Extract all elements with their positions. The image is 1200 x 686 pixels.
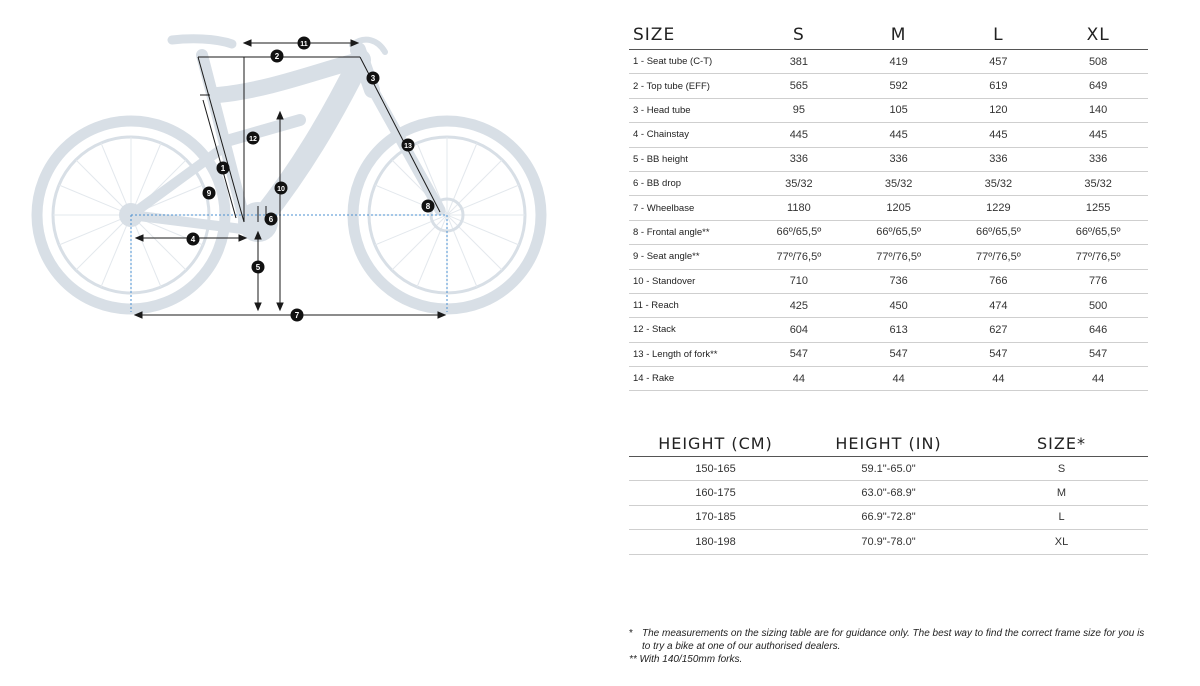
table-row xyxy=(629,367,1148,391)
table-cell: 613 xyxy=(849,318,949,342)
table-cell: 140 xyxy=(1048,98,1148,122)
svg-text:12: 12 xyxy=(249,136,257,143)
footnote-1 xyxy=(629,627,1154,640)
row-label: 13 - Length of fork** xyxy=(629,342,749,366)
svg-text:6: 6 xyxy=(268,215,274,224)
table-cell: 1229 xyxy=(949,196,1049,220)
row-label: 8 - Frontal angle** xyxy=(629,220,749,244)
table-cell: 66º/65,5º xyxy=(1048,220,1148,244)
table-cell: 336 xyxy=(1048,147,1148,171)
table-row xyxy=(629,98,1148,122)
table-row xyxy=(629,269,1148,293)
table-cell: 1255 xyxy=(1048,196,1148,220)
table-cell: 1180 xyxy=(749,196,849,220)
geometry-header-row xyxy=(629,18,1148,50)
table-row xyxy=(629,74,1148,98)
table-cell: 66º/65,5º xyxy=(749,220,849,244)
table-row xyxy=(629,220,1148,244)
row-label: 12 - Stack xyxy=(629,318,749,342)
row-label: 4 - Chainstay xyxy=(629,123,749,147)
table-row xyxy=(629,171,1148,195)
header-xl: XL xyxy=(1048,18,1148,50)
svg-text:2: 2 xyxy=(274,52,280,61)
height-header-row xyxy=(629,428,1148,457)
table-cell: 457 xyxy=(949,50,1049,74)
table-cell: XL xyxy=(975,530,1148,554)
table-row xyxy=(629,147,1148,171)
table-cell: 547 xyxy=(1048,342,1148,366)
table-cell: 450 xyxy=(849,293,949,317)
table-cell: 565 xyxy=(749,74,849,98)
table-cell: 44 xyxy=(1048,367,1148,391)
table-cell: 710 xyxy=(749,269,849,293)
row-label: 7 - Wheelbase xyxy=(629,196,749,220)
table-cell: 547 xyxy=(749,342,849,366)
footnote-1-line-2: to try a bike at one of our authorised dealers. xyxy=(642,641,841,652)
table-cell: 445 xyxy=(949,123,1049,147)
svg-text:13: 13 xyxy=(404,143,412,150)
footnote-2: ** With 140/150mm forks. xyxy=(629,654,743,665)
header-height-cm: HEIGHT (CM) xyxy=(629,428,802,457)
footnotes xyxy=(629,627,1154,666)
table-cell: 736 xyxy=(849,269,949,293)
table-cell: 44 xyxy=(949,367,1049,391)
row-label: 3 - Head tube xyxy=(629,98,749,122)
table-cell: 44 xyxy=(849,367,949,391)
svg-text:1: 1 xyxy=(220,164,226,173)
header-m: M xyxy=(849,18,949,50)
svg-text:11: 11 xyxy=(300,41,308,48)
table-row xyxy=(629,481,1148,505)
row-label: 14 - Rake xyxy=(629,367,749,391)
table-cell: 59.1"-65.0" xyxy=(802,457,975,481)
table-cell: 77º/76,5º xyxy=(749,245,849,269)
table-cell: 649 xyxy=(1048,74,1148,98)
height-size-table xyxy=(629,428,1148,555)
saddle xyxy=(172,39,232,44)
svg-text:9: 9 xyxy=(206,189,212,198)
svg-text:8: 8 xyxy=(425,202,431,211)
table-row xyxy=(629,196,1148,220)
table-cell: 776 xyxy=(1048,269,1148,293)
table-cell: 35/32 xyxy=(849,171,949,195)
header-l: L xyxy=(949,18,1049,50)
table-row xyxy=(629,123,1148,147)
marker-7 xyxy=(291,309,304,322)
table-cell: 66.9"-72.8" xyxy=(802,505,975,529)
table-cell: 646 xyxy=(1048,318,1148,342)
table-cell: 474 xyxy=(949,293,1049,317)
marker-8 xyxy=(422,200,435,213)
table-cell: 604 xyxy=(749,318,849,342)
table-cell: L xyxy=(975,505,1148,529)
marker-9 xyxy=(203,187,216,200)
table-cell: 1205 xyxy=(849,196,949,220)
marker-12 xyxy=(247,132,260,145)
svg-text:10: 10 xyxy=(277,186,285,193)
row-label: 6 - BB drop xyxy=(629,171,749,195)
table-cell: 63.0"-68.9" xyxy=(802,481,975,505)
table-cell: 70.9"-78.0" xyxy=(802,530,975,554)
table-cell: 627 xyxy=(949,318,1049,342)
table-cell: 547 xyxy=(849,342,949,366)
table-cell: 336 xyxy=(849,147,949,171)
marker-11 xyxy=(298,37,311,50)
table-cell: S xyxy=(975,457,1148,481)
bike-geometry-diagram xyxy=(20,25,580,335)
row-label: 2 - Top tube (EFF) xyxy=(629,74,749,98)
header-size-rec: SIZE* xyxy=(975,428,1148,457)
table-cell: 500 xyxy=(1048,293,1148,317)
header-s: S xyxy=(749,18,849,50)
table-cell: 77º/76,5º xyxy=(849,245,949,269)
table-cell: 160-175 xyxy=(629,481,802,505)
table-cell: 35/32 xyxy=(949,171,1049,195)
table-row xyxy=(629,318,1148,342)
marker-4 xyxy=(187,233,200,246)
table-cell: 336 xyxy=(949,147,1049,171)
table-cell: 425 xyxy=(749,293,849,317)
table-cell: 77º/76,5º xyxy=(1048,245,1148,269)
svg-text:7: 7 xyxy=(294,311,300,320)
row-label: 5 - BB height xyxy=(629,147,749,171)
rear-shock xyxy=(230,120,300,140)
marker-6 xyxy=(265,213,278,226)
marker-13 xyxy=(402,139,415,152)
table-cell: 619 xyxy=(949,74,1049,98)
row-label: 10 - Standover xyxy=(629,269,749,293)
table-cell: 35/32 xyxy=(749,171,849,195)
table-row xyxy=(629,530,1148,554)
table-row xyxy=(629,457,1148,481)
footnote-1-cont xyxy=(629,640,1154,653)
table-cell: 445 xyxy=(849,123,949,147)
table-row xyxy=(629,245,1148,269)
bike-silhouette xyxy=(37,39,541,309)
marker-10 xyxy=(275,182,288,195)
table-row xyxy=(629,342,1148,366)
table-cell: 170-185 xyxy=(629,505,802,529)
table-cell: 105 xyxy=(849,98,949,122)
row-label: 11 - Reach xyxy=(629,293,749,317)
table-cell: 66º/65,5º xyxy=(949,220,1049,244)
table-cell: 66º/65,5º xyxy=(849,220,949,244)
marker-3 xyxy=(367,72,380,85)
row-label: 1 - Seat tube (C-T) xyxy=(629,50,749,74)
table-cell: 547 xyxy=(949,342,1049,366)
row-label: 9 - Seat angle** xyxy=(629,245,749,269)
table-cell: M xyxy=(975,481,1148,505)
table-cell: 508 xyxy=(1048,50,1148,74)
geometry-table xyxy=(629,18,1148,391)
svg-text:3: 3 xyxy=(370,74,376,83)
table-row xyxy=(629,50,1148,74)
footnote-1-line-1: The measurements on the sizing table are for guidance only. The best way to find the correct frame size for you is xyxy=(642,628,1145,639)
marker-2 xyxy=(271,50,284,63)
table-cell: 95 xyxy=(749,98,849,122)
table-cell: 120 xyxy=(949,98,1049,122)
table-row xyxy=(629,293,1148,317)
header-size: SIZE xyxy=(629,18,749,50)
table-cell: 592 xyxy=(849,74,949,98)
table-cell: 766 xyxy=(949,269,1049,293)
table-row xyxy=(629,505,1148,529)
header-height-in: HEIGHT (IN) xyxy=(802,428,975,457)
marker-5 xyxy=(252,261,265,274)
svg-text:4: 4 xyxy=(190,235,196,244)
table-cell: 44 xyxy=(749,367,849,391)
table-cell: 381 xyxy=(749,50,849,74)
table-cell: 180-198 xyxy=(629,530,802,554)
table-cell: 419 xyxy=(849,50,949,74)
table-cell: 35/32 xyxy=(1048,171,1148,195)
table-cell: 445 xyxy=(749,123,849,147)
table-cell: 336 xyxy=(749,147,849,171)
table-cell: 150-165 xyxy=(629,457,802,481)
svg-text:5: 5 xyxy=(255,263,261,272)
footnote-1-mark: * xyxy=(629,628,633,639)
table-cell: 445 xyxy=(1048,123,1148,147)
marker-1 xyxy=(217,162,230,175)
table-cell: 77º/76,5º xyxy=(949,245,1049,269)
